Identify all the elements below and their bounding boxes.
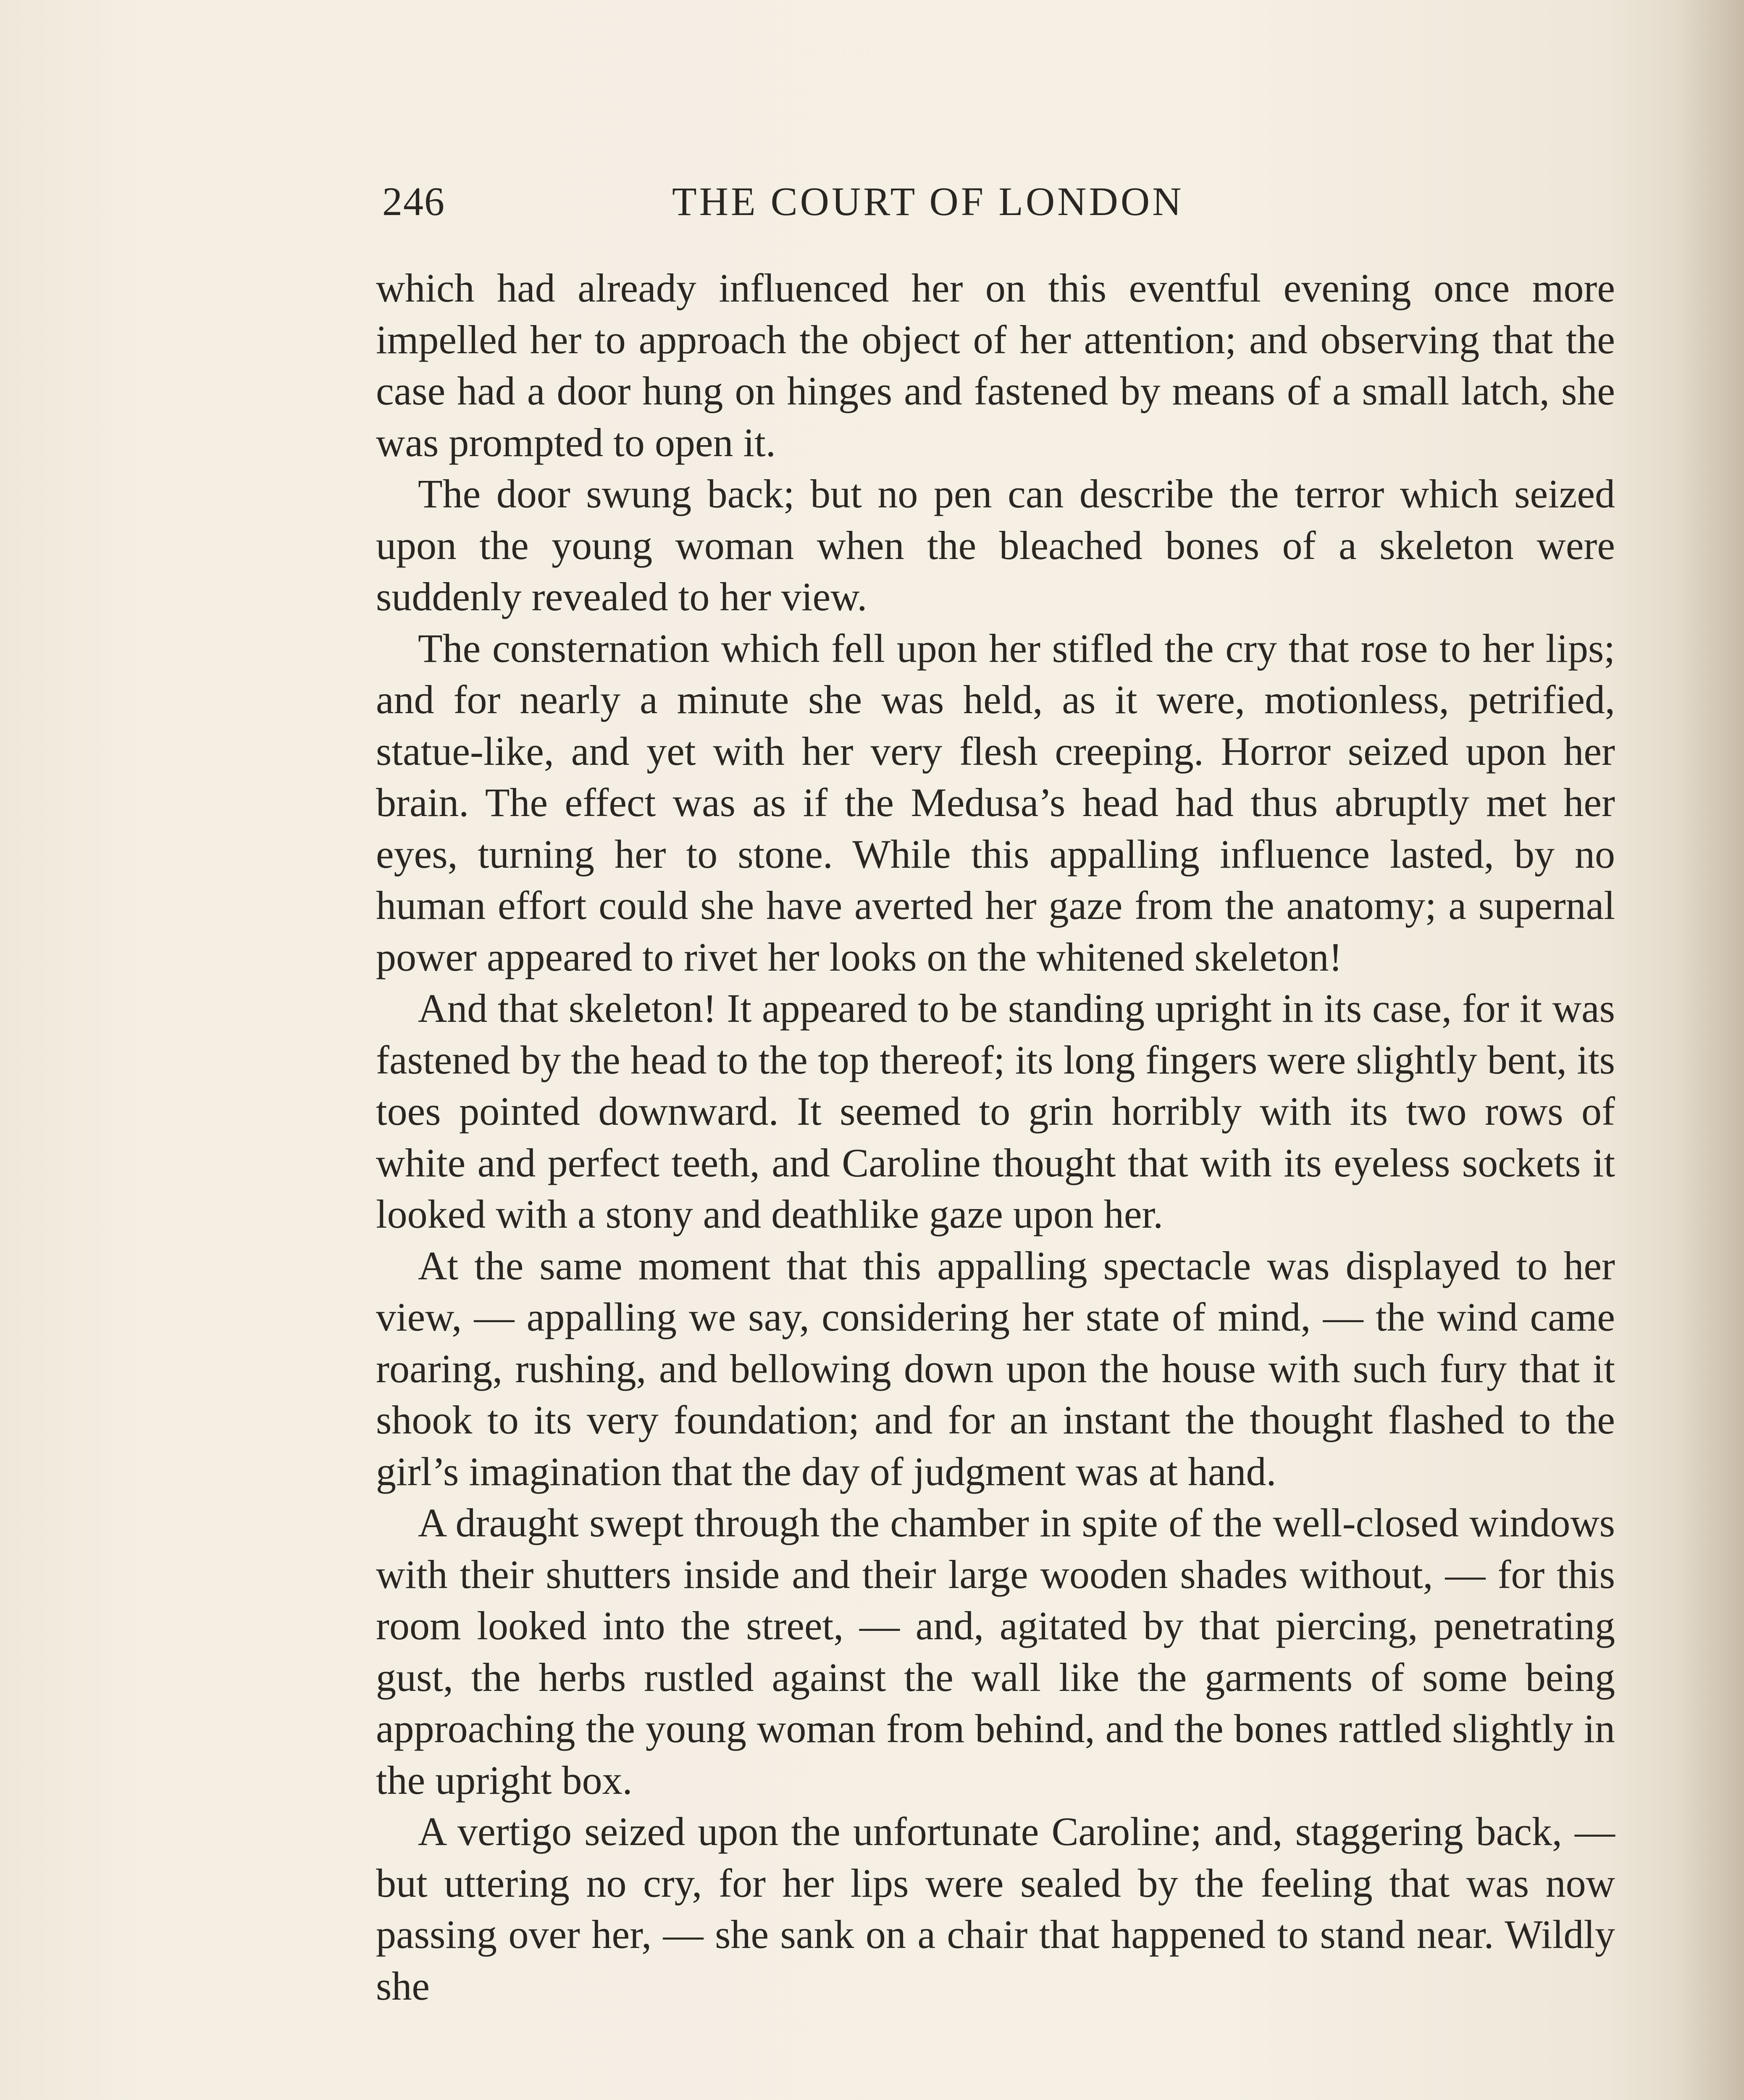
paragraph: At the same moment that this appalling spectacle was displayed to her view, — appalling we say, considering her state of mind, — the wind came roaring, rushing, and bellowing down upon the house with such fury that it shook to its very foundation; and for an instant the thought flashed to the girl’s imagination that the day of judgment was at hand. [376, 1243, 1615, 1494]
paragraph: A draught swept through the chamber in spite of the well-closed windows with their shutters inside and their large wooden shades without, — for this room looked into the street, — and, agitated by that piercing, penetrating gust, the herbs rustled against the wall like the garments of some being approaching the young woman from behind, and the bones rattled slightly in the upright box. [376, 1500, 1615, 1803]
paragraph: And that skeleton! It appeared to be standing upright in its case, for it was fastened by the head to the top thereof; its long fingers were slightly bent, its toes pointed downward. It seemed to grin horribly with its two rows of white and perfect teeth, and Caroline thought that with its eyeless sockets it looked with a stony and deathlike gaze upon her. [376, 986, 1615, 1236]
paragraph: The consternation which fell upon her stifled the cry that rose to her lips; and for nearly a minute she was held, as it were, motionless, petrified, statue-like, and yet with her very flesh creeping. Horror seized upon her brain. The effect was as if the Medusa’s head had thus abruptly met her eyes, turning her to stone. While this appalling influence lasted, by no human effort could she have averted her gaze from the anatomy; a supernal power appeared to rivet her looks on the whitened skeleton! [376, 625, 1615, 979]
page-edge-shadow [1681, 0, 1744, 2100]
page-number: 246 [382, 179, 445, 224]
paragraph-continued: which had already influenced her on this eventful evening once more impelled her to approach the object of her attention; and observing that the case had a door hung on hinges and fastened by means of a small latch, she was prompted to open it. [376, 265, 1615, 465]
body-text [376, 262, 1615, 2012]
paragraph: A vertigo seized upon the unfortunate Caroline; and, staggering back, — but uttering no cry, for her lips were sealed by the feeling that was now passing over her, — she sank on a chair that happened to stand near. Wildly she [376, 1809, 1615, 2008]
paragraph: The door swung back; but no pen can describe the terror which seized upon the young woman when the bleached bones of a skeleton were suddenly revealed to her view. [376, 471, 1615, 619]
running-title: THE COURT OF LONDON [672, 179, 1184, 224]
page-header [382, 168, 1323, 235]
